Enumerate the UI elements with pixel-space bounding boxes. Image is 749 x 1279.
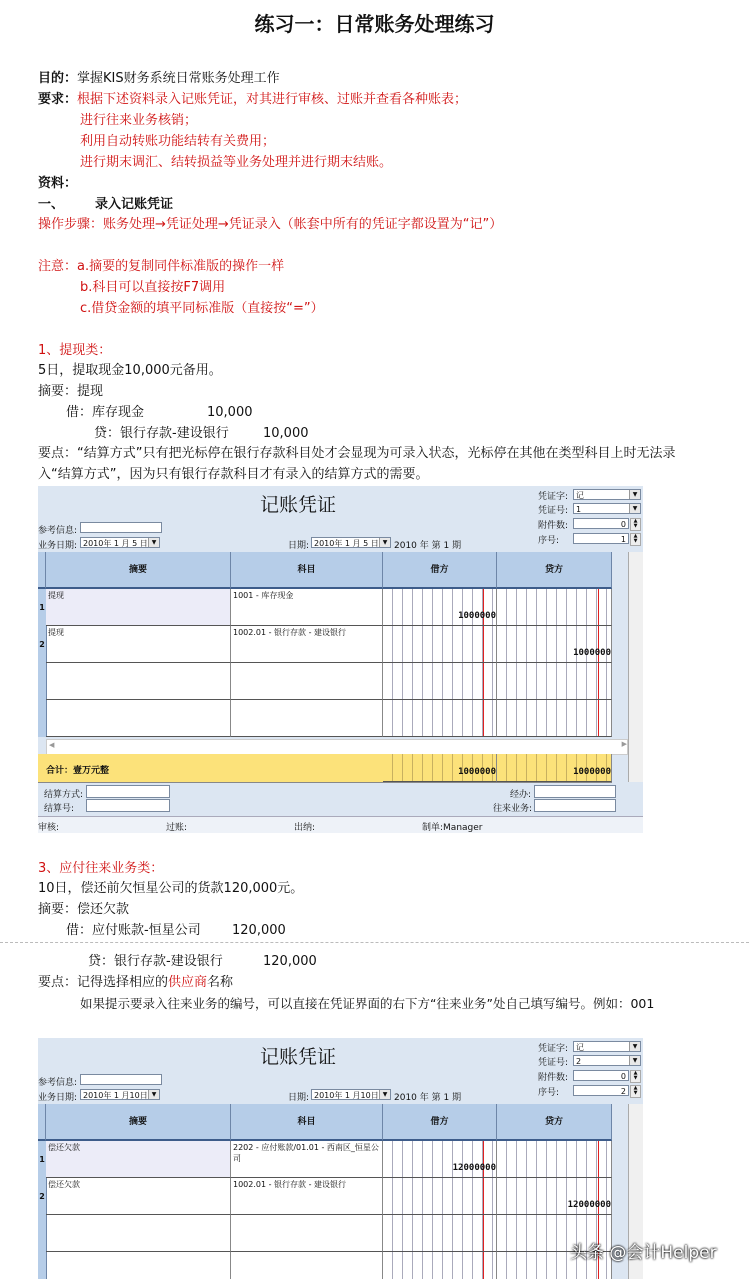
entry-summary-cell[interactable] <box>46 700 231 737</box>
case3-summary: 摘要：偿还欠款 <box>38 902 130 917</box>
contact-label: 往来业务: <box>493 804 533 814</box>
entry-summary-cell[interactable] <box>46 663 231 700</box>
total-label: 合计：壹万元整 <box>46 766 110 776</box>
column-header-account: 科目 <box>231 552 383 589</box>
note-line: b.科目可以直接按F7调用 <box>80 280 226 295</box>
column-header-summary: 摘要 <box>46 1104 231 1141</box>
entry-credit-cell[interactable]: 1000000 <box>497 626 612 663</box>
entry-summary-cell[interactable]: 提现 <box>46 626 231 663</box>
entry-credit-cell[interactable] <box>497 1141 612 1178</box>
attach-label: 附件数: <box>538 1073 569 1083</box>
entry-credit-cell[interactable]: 12000000 <box>497 1178 612 1215</box>
entry-debit-cell[interactable] <box>383 663 497 700</box>
period-text: 2010 年 第 1 期 <box>394 1093 462 1103</box>
date-label: 日期: <box>288 541 310 551</box>
voucher-word-select[interactable]: 记 ▼ <box>573 1041 641 1052</box>
entry-debit-cell[interactable] <box>383 1215 497 1252</box>
date-picker[interactable]: 2010年 1 月10日 ▼ <box>311 1089 391 1100</box>
entry-debit-cell[interactable]: 1000000 <box>383 589 497 626</box>
case3-tip: 要点：记得选择相应的 <box>38 975 169 990</box>
bizdate-picker[interactable]: 2010年 1 月 5 日 ▼ <box>80 537 160 548</box>
chevron-down-icon[interactable]: ▼ <box>629 1056 640 1065</box>
column-header-summary: 摘要 <box>46 552 231 589</box>
entry-account-cell[interactable]: 1001 - 库存现金 <box>231 589 383 626</box>
section-title: 录入记账凭证 <box>95 197 174 212</box>
case1-credit-amount: 10,000 <box>263 426 309 441</box>
case1-credit: 贷：银行存款-建设银行 <box>94 426 229 441</box>
voucher-screenshot-1 <box>38 486 643 833</box>
case3-tip: 名称 <box>207 975 234 990</box>
requirement-line: 进行期末调汇、结转损益等业务处理并进行期末结账。 <box>80 155 393 170</box>
entry-account-cell[interactable]: 1002.01 - 银行存款 - 建设银行 <box>231 626 383 663</box>
row-number: 2 <box>39 640 45 649</box>
requirement-line: 利用自动转账功能结转有关费用； <box>80 134 276 149</box>
entry-account-cell[interactable] <box>231 1252 383 1279</box>
handler-input[interactable] <box>534 785 616 798</box>
column-header-account: 科目 <box>231 1104 383 1141</box>
row-number: 1 <box>39 1155 45 1164</box>
entry-credit-cell[interactable] <box>497 589 612 626</box>
case3-desc: 10日，偿还前欠恒星公司的货款120,000元。 <box>38 881 304 896</box>
attach-label: 附件数: <box>538 521 569 531</box>
requirement-label: 要求： <box>38 92 78 107</box>
voucher-entry-grid <box>38 1104 612 1279</box>
page-title: 练习一：日常账务处理练习 <box>254 12 495 36</box>
no-label: 凭证号: <box>538 1058 569 1068</box>
spinner-icon[interactable]: ▲ ▼ <box>630 518 641 531</box>
chevron-down-icon[interactable]: ▼ <box>379 1090 390 1099</box>
case3-credit: 贷：银行存款-建设银行 <box>88 954 223 969</box>
settle-no-label: 结算号: <box>44 804 75 814</box>
settle-label: 结算方式: <box>44 790 84 800</box>
chevron-down-icon[interactable]: ▼ <box>629 504 640 513</box>
entry-debit-cell[interactable] <box>383 1252 497 1279</box>
notes-label: 注意： <box>38 259 78 274</box>
case1-debit: 借：库存现金 <box>66 405 145 420</box>
chevron-down-icon[interactable]: ▼ <box>629 1042 640 1051</box>
entry-debit-cell[interactable] <box>383 1178 497 1215</box>
voucher-screenshot-2 <box>38 1038 643 1279</box>
word-label: 凭证字: <box>538 492 569 502</box>
cashier-label: 出纳: <box>294 823 316 833</box>
settle-number-input[interactable] <box>86 799 170 812</box>
entry-summary-cell[interactable]: 偿还欠款 <box>46 1178 231 1215</box>
sequence-input[interactable]: 2 <box>573 1085 629 1096</box>
note-line: a.摘要的复制同伴标准版的操作一样 <box>77 259 285 274</box>
voucher-number-select[interactable]: 2 ▼ <box>573 1055 641 1066</box>
voucher-title: 记账凭证 <box>259 494 336 516</box>
voucher-entry-grid <box>38 552 612 737</box>
case1-summary: 摘要：提现 <box>38 384 104 399</box>
date-label: 日期: <box>288 1093 310 1103</box>
settle-method-input[interactable] <box>86 785 170 798</box>
chevron-down-icon[interactable]: ▼ <box>148 538 159 547</box>
word-label: 凭证字: <box>538 1044 569 1054</box>
seq-label: 序号: <box>538 536 560 546</box>
contact-business-input[interactable] <box>534 799 616 812</box>
ref-input[interactable] <box>80 1074 162 1085</box>
steps-text: 操作步骤：账务处理→凭证处理→凭证录入（帐套中所有的凭证字都设置为“记”） <box>38 217 503 232</box>
date-picker[interactable]: 2010年 1 月 5 日 ▼ <box>311 537 391 548</box>
entry-account-cell[interactable] <box>231 700 383 737</box>
column-header-debit: 借方 <box>383 1104 497 1141</box>
bizdate-label: 业务日期: <box>38 1093 78 1103</box>
attachment-count-input[interactable]: 0 <box>573 518 629 529</box>
watermark: 头条 @会计Helper <box>570 1243 717 1263</box>
entry-summary-cell[interactable]: 提现 <box>46 589 231 626</box>
section-num: 一、 <box>38 197 65 212</box>
bizdate-label: 业务日期: <box>38 541 78 551</box>
audit-label: 审核: <box>38 823 60 833</box>
total-debit: 1000000 <box>458 767 496 777</box>
chevron-down-icon[interactable]: ▼ <box>148 1090 159 1099</box>
chevron-down-icon[interactable]: ▼ <box>629 490 640 499</box>
horizontal-scrollbar[interactable] <box>46 739 628 755</box>
case3-heading: 3、应付往来业务类： <box>38 861 164 876</box>
voucher-number-select[interactable]: 1 ▼ <box>573 503 641 514</box>
period-text: 2010 年 第 1 期 <box>394 541 462 551</box>
entry-credit-cell[interactable] <box>497 700 612 737</box>
sequence-input[interactable]: 1 <box>573 533 629 544</box>
materials-label: 资料： <box>38 176 78 191</box>
case1-heading: 1、提现类： <box>38 343 112 358</box>
attachment-count-input[interactable]: 0 <box>573 1070 629 1081</box>
maker-label: 制单:Manager <box>422 823 483 833</box>
status-bar <box>38 816 643 833</box>
entry-debit-cell[interactable] <box>383 700 497 737</box>
column-header-credit: 贷方 <box>497 1104 612 1141</box>
entry-account-cell[interactable]: 2202 - 应付账款/01.01 - 西南区_恒星公司 <box>231 1141 383 1178</box>
scroll-left-icon: ◀ <box>49 741 55 749</box>
voucher-word-select[interactable]: 记 ▼ <box>573 489 641 500</box>
purpose-text: 掌握KIS财务系统日常账务处理工作 <box>77 71 280 86</box>
entry-debit-cell[interactable]: 12000000 <box>383 1141 497 1178</box>
post-label: 过账: <box>166 823 188 833</box>
chevron-down-icon[interactable]: ▼ <box>379 538 390 547</box>
row-number: 1 <box>39 603 45 612</box>
spinner-icon[interactable]: ▲ ▼ <box>630 533 641 546</box>
case3-debit-amount: 120,000 <box>232 923 286 938</box>
scroll-right-icon: ▶ <box>621 740 627 748</box>
requirement-line: 根据下述资料录入记账凭证，对其进行审核、过账并查看各种账表； <box>77 92 468 107</box>
entry-account-cell[interactable]: 1002.01 - 银行存款 - 建设银行 <box>231 1178 383 1215</box>
entry-summary-cell[interactable] <box>46 1252 231 1279</box>
purpose-label: 目的： <box>38 71 78 86</box>
case1-tip: 入“结算方式”，因为只有银行存款科目才有录入的结算方式的需要。 <box>38 467 429 482</box>
case3-debit: 借：应付账款-恒星公司 <box>66 923 201 938</box>
case3-credit-amount: 120,000 <box>263 954 317 969</box>
bizdate-picker[interactable]: 2010年 1 月10日 ▼ <box>80 1089 160 1100</box>
handler-label: 经办: <box>510 790 532 800</box>
requirement-line: 进行往来业务核销； <box>80 113 198 128</box>
entry-account-cell[interactable] <box>231 663 383 700</box>
ref-input[interactable] <box>80 522 162 533</box>
column-header-credit: 贷方 <box>497 552 612 589</box>
ref-label: 参考信息: <box>38 1078 78 1088</box>
vertical-scrollbar[interactable] <box>628 552 643 782</box>
voucher-title: 记账凭证 <box>259 1046 336 1068</box>
seq-label: 序号: <box>538 1088 560 1098</box>
ref-label: 参考信息: <box>38 526 78 536</box>
entry-summary-cell[interactable]: 偿还欠款 <box>46 1141 231 1178</box>
entry-debit-cell[interactable] <box>383 626 497 663</box>
no-label: 凭证号: <box>538 506 569 516</box>
total-row <box>38 754 612 783</box>
entry-summary-cell[interactable] <box>46 1215 231 1252</box>
spinner-icon[interactable]: ▲ ▼ <box>630 1070 641 1083</box>
entry-credit-cell[interactable] <box>497 663 612 700</box>
row-number: 2 <box>39 1192 45 1201</box>
column-header-debit: 借方 <box>383 552 497 589</box>
case1-debit-amount: 10,000 <box>207 405 253 420</box>
case3-tip2: 如果提示要录入往来业务的编号，可以直接在凭证界面的右下方“往来业务”处自己填写编号。例如：001 <box>80 996 655 1011</box>
spinner-icon[interactable]: ▲ ▼ <box>630 1085 641 1098</box>
total-credit: 1000000 <box>573 767 611 777</box>
case3-tip-highlight: 供应商 <box>168 975 208 990</box>
note-line: c.借贷金额的填平同标准版（直接按“=”） <box>80 301 324 316</box>
entry-account-cell[interactable] <box>231 1215 383 1252</box>
page-break <box>0 942 749 943</box>
case1-tip: 要点：“结算方式”只有把光标停在银行存款科目处才会显现为可录入状态，光标停在其他在类型科目上时无法录 <box>38 446 676 461</box>
case1-desc: 5日，提取现金10,000元备用。 <box>38 363 222 378</box>
